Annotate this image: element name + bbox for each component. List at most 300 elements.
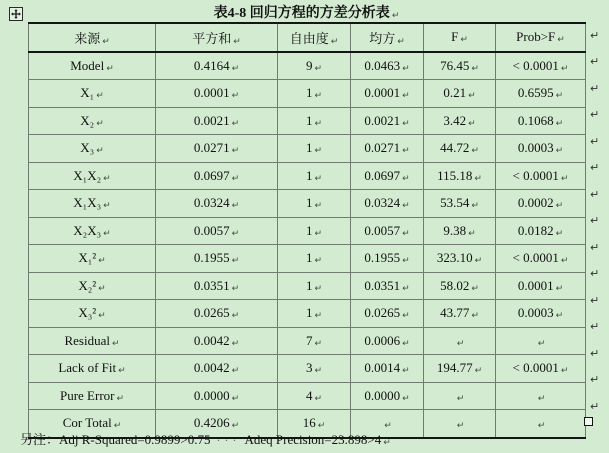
row-end-mark-icon: ↵ (590, 293, 600, 307)
cell-end-mark-icon: ↵ (402, 118, 410, 129)
cell-end-mark-icon: ↵ (96, 146, 104, 157)
cell-value: 0.0271 (364, 140, 401, 156)
cell-end-mark-icon: ↵ (231, 283, 240, 294)
cell-value: X₁X₂ (73, 167, 102, 183)
cell-df[interactable] (278, 52, 351, 80)
cell-end-mark-icon: ↵ (402, 366, 410, 377)
row-end-mark-icon: ↵ (590, 28, 600, 42)
cell-f-value[interactable] (424, 135, 496, 163)
cell-f-value[interactable] (424, 300, 496, 328)
cell-source[interactable] (29, 107, 156, 135)
cell-f-value[interactable] (424, 162, 496, 190)
cell-sum-of-squares[interactable] (156, 355, 278, 383)
row-end-mark-icon: ↵ (590, 346, 600, 360)
cell-value: 323.10 (436, 250, 473, 266)
cell-value: 0.0697 (193, 167, 230, 183)
cell-end-mark-icon: ↵ (471, 63, 479, 74)
cell-end-mark-icon: ↵ (231, 366, 240, 377)
cell-end-mark-icon: ↵ (460, 35, 468, 46)
cell-end-mark-icon: ↵ (231, 146, 240, 157)
cell-sum-of-squares[interactable] (156, 327, 278, 355)
cell-end-mark-icon: ↵ (233, 36, 241, 47)
row-end-mark-icon: ↵ (590, 108, 600, 122)
footnote-text-1: 另注：Adj R-Squared=0.9899>0.75 (20, 432, 211, 447)
header-mean-square[interactable] (351, 23, 424, 52)
table-row (29, 327, 586, 355)
header-label: 自由度 (289, 30, 329, 46)
row-end-mark-icon: ↵ (590, 134, 600, 148)
cell-value: 115.18 (437, 167, 473, 183)
cell-source[interactable] (29, 162, 156, 190)
cell-end-mark-icon: ↵ (113, 421, 122, 432)
cell-end-mark-icon: ↵ (231, 91, 240, 102)
cell-mean-square[interactable] (351, 107, 424, 135)
cell-f-value[interactable] (424, 80, 496, 108)
cell-source[interactable] (29, 80, 156, 108)
row-end-mark-icon: ↵ (590, 55, 600, 69)
cell-end-mark-icon: ↵ (231, 228, 240, 239)
cell-source[interactable] (29, 300, 156, 328)
cell-mean-square[interactable] (351, 52, 424, 80)
cell-end-mark-icon: ↵ (555, 91, 564, 102)
cell-source[interactable] (29, 272, 156, 300)
cell-value: 0.0324 (193, 195, 230, 211)
cell-value: 1 (305, 112, 313, 128)
cell-end-mark-icon: ↵ (231, 421, 240, 432)
cell-value: 43.77 (440, 305, 470, 321)
row-end-mark-icon: ↵ (590, 81, 600, 95)
cell-value: 0.0042 (193, 360, 230, 376)
cell-value: 44.72 (440, 140, 470, 156)
table-row (29, 382, 586, 410)
cell-value: X₂ (80, 112, 95, 128)
cell-end-mark-icon: ↵ (402, 256, 410, 267)
cell-end-mark-icon: ↵ (314, 91, 323, 102)
cell-end-mark-icon: ↵ (402, 201, 410, 212)
cell-value: X₃² (78, 305, 97, 321)
anova-table (28, 22, 586, 439)
cell-df[interactable] (278, 382, 351, 410)
cell-end-mark-icon: ↵ (402, 63, 410, 74)
cell-value: 0.0697 (364, 167, 401, 183)
cell-end-mark-icon: ↵ (314, 338, 323, 349)
cell-sum-of-squares[interactable] (156, 190, 278, 218)
cell-sum-of-squares[interactable] (156, 80, 278, 108)
header-label: Prob>F (516, 29, 556, 45)
cell-end-mark-icon: ↵ (560, 366, 569, 377)
cell-value: 76.45 (440, 57, 470, 73)
header-label: 均方 (369, 30, 396, 46)
cell-f-value[interactable] (424, 217, 496, 245)
cell-mean-square[interactable] (351, 245, 424, 273)
cell-f-value[interactable] (424, 272, 496, 300)
cell-value: 3.42 (443, 112, 467, 128)
cell-end-mark-icon: ↵ (317, 421, 326, 432)
cell-source[interactable] (29, 190, 156, 218)
cell-prob-f[interactable] (496, 217, 586, 245)
cell-df[interactable] (278, 272, 351, 300)
cell-mean-square[interactable] (351, 272, 424, 300)
cell-value: 53.54 (440, 195, 470, 211)
row-end-mark-icon: ↵ (590, 240, 600, 254)
cell-sum-of-squares[interactable] (156, 162, 278, 190)
table-row (29, 217, 586, 245)
cell-source[interactable] (29, 52, 156, 80)
cell-end-mark-icon: ↵ (474, 256, 483, 267)
cell-value: Pure Error (59, 387, 115, 403)
cell-prob-f[interactable] (496, 135, 586, 163)
cell-df[interactable] (278, 327, 351, 355)
cell-f-value[interactable] (424, 355, 496, 383)
cell-mean-square[interactable] (351, 162, 424, 190)
cell-f-value[interactable] (424, 382, 496, 410)
table-row (29, 272, 586, 300)
table-row (29, 52, 586, 80)
cell-value: 0.0001 (193, 85, 230, 101)
row-end-mark-icon: ↵ (590, 320, 600, 334)
cell-end-mark-icon: ↵ (537, 393, 546, 404)
cell-prob-f[interactable] (496, 190, 586, 218)
cell-value: 0.0351 (364, 277, 401, 293)
cell-end-mark-icon: ↵ (474, 366, 483, 377)
table-caption[interactable] (28, 2, 585, 22)
cell-sum-of-squares[interactable] (156, 300, 278, 328)
row-end-mark-icon: ↵ (590, 267, 600, 281)
cell-prob-f[interactable] (496, 300, 586, 328)
cell-end-mark-icon: ↵ (231, 338, 240, 349)
cell-end-mark-icon: ↵ (471, 201, 479, 212)
table-row (29, 190, 586, 218)
cell-df[interactable] (278, 355, 351, 383)
cell-end-mark-icon: ↵ (96, 91, 104, 102)
cell-f-value[interactable] (424, 190, 496, 218)
cell-value: 0.1068 (517, 112, 554, 128)
cell-value: X₁X₃ (73, 195, 102, 211)
cell-source[interactable] (29, 355, 156, 383)
table-body (29, 52, 586, 438)
cell-end-mark-icon: ↵ (402, 338, 410, 349)
cell-sum-of-squares[interactable] (156, 107, 278, 135)
cell-value: Residual (64, 332, 110, 348)
cell-value: < 0.0001 (512, 57, 559, 73)
cell-mean-square[interactable] (351, 80, 424, 108)
table-row (29, 355, 586, 383)
cell-value: 0.0002 (517, 195, 554, 211)
cell-value: Model (70, 57, 105, 73)
cell-end-mark-icon: ↵ (557, 35, 565, 46)
cell-value: 0.4164 (193, 57, 230, 73)
cell-end-mark-icon: ↵ (560, 256, 569, 267)
cell-end-mark-icon: ↵ (314, 173, 323, 184)
cell-end-mark-icon: ↵ (314, 146, 323, 157)
cell-df[interactable] (278, 300, 351, 328)
cell-end-mark-icon: ↵ (471, 311, 479, 322)
header-row (29, 23, 586, 52)
cell-value: 0.0001 (364, 85, 401, 101)
cell-value: 4 (305, 387, 313, 403)
cell-value: X₁² (78, 250, 97, 266)
cell-end-mark-icon: ↵ (402, 173, 410, 184)
cell-end-mark-icon: ↵ (471, 146, 479, 157)
cell-value: 0.6595 (517, 85, 554, 101)
cell-end-mark-icon: ↵ (231, 201, 240, 212)
cell-end-mark-icon: ↵ (106, 63, 114, 74)
cell-end-mark-icon: ↵ (402, 393, 410, 404)
caption-text: 表4-8 回归方程的方差分析表 (213, 6, 390, 21)
cell-end-mark-icon: ↵ (555, 146, 564, 157)
cell-end-mark-icon: ↵ (231, 393, 240, 404)
cell-sum-of-squares[interactable] (156, 135, 278, 163)
cell-end-mark-icon: ↵ (103, 173, 111, 184)
cell-end-mark-icon: ↵ (402, 283, 410, 294)
cell-value: 1 (305, 277, 313, 293)
cell-end-mark-icon: ↵ (555, 228, 564, 239)
cell-end-mark-icon: ↵ (314, 201, 323, 212)
cell-end-mark-icon: ↵ (474, 173, 482, 184)
cell-value: 1 (305, 85, 313, 101)
cell-end-mark-icon: ↵ (314, 63, 323, 74)
cell-value: 9.38 (443, 222, 467, 238)
cell-end-mark-icon: ↵ (103, 228, 111, 239)
cell-value: 16 (302, 415, 316, 431)
cell-value: X₁ (80, 85, 95, 101)
row-end-mark-icon: ↵ (590, 373, 600, 387)
header-label: 平方和 (192, 30, 232, 46)
cell-f-value[interactable] (424, 245, 496, 273)
cell-value: 0.0265 (193, 305, 230, 321)
cell-prob-f[interactable] (496, 162, 586, 190)
cell-end-mark-icon: ↵ (314, 256, 323, 267)
cell-end-mark-icon: ↵ (102, 36, 110, 47)
header-label: F (451, 29, 459, 45)
cell-end-mark-icon: ↵ (314, 283, 323, 294)
cell-value: 0.0000 (364, 387, 401, 403)
cell-value: 0.0042 (193, 332, 230, 348)
cell-value: Cor Total (62, 415, 112, 431)
footnote[interactable] (20, 429, 391, 448)
cell-f-value[interactable] (424, 327, 496, 355)
cell-f-value[interactable] (424, 107, 496, 135)
cell-df[interactable] (278, 217, 351, 245)
cell-end-mark-icon: ↵ (555, 118, 564, 129)
cell-mean-square[interactable] (351, 190, 424, 218)
cell-value: 3 (305, 360, 313, 376)
cell-prob-f[interactable] (496, 107, 586, 135)
cell-source[interactable] (29, 217, 156, 245)
cell-df[interactable] (278, 190, 351, 218)
cell-end-mark-icon: ↵ (537, 338, 546, 349)
header-label: 来源 (74, 30, 101, 46)
cell-df[interactable] (278, 135, 351, 163)
cell-value: 0.0182 (517, 222, 554, 238)
cell-value: 0.21 (443, 85, 467, 101)
cell-end-mark-icon: ↵ (402, 91, 410, 102)
cell-value: 0.0324 (364, 195, 401, 211)
cell-end-mark-icon: ↵ (537, 421, 546, 432)
cell-source[interactable] (29, 327, 156, 355)
cell-value: 0.0057 (193, 222, 230, 238)
cell-prob-f[interactable] (496, 245, 586, 273)
cell-end-mark-icon: ↵ (231, 173, 240, 184)
cell-end-mark-icon: ↵ (471, 283, 479, 294)
cell-value: 0.0000 (193, 387, 230, 403)
cell-end-mark-icon: ↵ (384, 421, 392, 432)
cell-mean-square[interactable] (351, 300, 424, 328)
cell-f-value[interactable] (424, 410, 496, 438)
cell-end-mark-icon: ↵ (98, 283, 106, 294)
table-row (29, 107, 586, 135)
cell-sum-of-squares[interactable] (156, 272, 278, 300)
cell-end-mark-icon: ↵ (103, 201, 111, 212)
cell-end-mark-icon: ↵ (468, 118, 476, 129)
cell-end-mark-icon: ↵ (456, 338, 465, 349)
cell-mean-square[interactable] (351, 217, 424, 245)
cell-prob-f[interactable] (496, 52, 586, 80)
cell-value: Lack of Fit (58, 360, 117, 376)
cell-sum-of-squares[interactable] (156, 52, 278, 80)
cell-mean-square[interactable] (351, 355, 424, 383)
cell-value: 0.0265 (364, 305, 401, 321)
cell-end-mark-icon: ↵ (402, 146, 410, 157)
cell-value: X₂² (78, 277, 97, 293)
cell-mean-square[interactable] (351, 382, 424, 410)
header-prob-f[interactable] (496, 23, 586, 52)
header-f-value[interactable] (424, 23, 496, 52)
cell-value: 0.0057 (364, 222, 401, 238)
cell-f-value[interactable] (424, 52, 496, 80)
cell-end-mark-icon: ↵ (314, 311, 323, 322)
cell-end-mark-icon: ↵ (116, 393, 125, 404)
footnote-text-2: Adeq Precision=23.898>4 (244, 432, 382, 447)
cell-end-mark-icon: ↵ (468, 228, 476, 239)
cell-end-mark-icon: ↵ (98, 256, 106, 267)
cell-df[interactable] (278, 107, 351, 135)
cell-value: 1 (305, 140, 313, 156)
cell-end-mark-icon: ↵ (468, 91, 476, 102)
cell-prob-f[interactable] (496, 410, 586, 438)
header-sum-of-squares[interactable] (156, 23, 278, 52)
row-end-mark-icon: ↵ (590, 187, 600, 201)
cell-prob-f[interactable] (496, 80, 586, 108)
table-header (29, 23, 586, 52)
cell-end-mark-icon: ↵ (231, 256, 240, 267)
cell-value: X₃ (80, 140, 95, 156)
cell-end-mark-icon: ↵ (98, 311, 106, 322)
cell-df[interactable] (278, 245, 351, 273)
cell-source[interactable] (29, 135, 156, 163)
cell-source[interactable] (29, 245, 156, 273)
cell-df[interactable] (278, 162, 351, 190)
cell-value: < 0.0001 (512, 360, 559, 376)
cell-value: 0.1955 (364, 250, 401, 266)
cell-value: 1 (305, 167, 313, 183)
cell-value: X₂X₃ (73, 222, 102, 238)
cell-value: 0.0351 (193, 277, 230, 293)
cell-source[interactable] (29, 382, 156, 410)
table-move-handle[interactable] (9, 7, 23, 21)
paragraph-mark-icon: ↵ (391, 11, 400, 21)
cell-value: 194.77 (436, 360, 473, 376)
cell-end-mark-icon: ↵ (118, 366, 126, 377)
cell-value: 1 (305, 195, 313, 211)
cell-end-mark-icon: ↵ (111, 338, 120, 349)
cell-end-mark-icon: ↵ (555, 201, 564, 212)
row-end-mark-icon: ↵ (590, 161, 600, 175)
cell-sum-of-squares[interactable] (156, 217, 278, 245)
cell-end-mark-icon: ↵ (314, 366, 323, 377)
cell-end-mark-icon: ↵ (456, 421, 465, 432)
cell-end-mark-icon: ↵ (314, 393, 323, 404)
cell-value: 9 (305, 57, 313, 73)
cell-sum-of-squares[interactable] (156, 245, 278, 273)
cell-prob-f[interactable] (496, 327, 586, 355)
cell-value: 1 (305, 222, 313, 238)
cell-mean-square[interactable] (351, 135, 424, 163)
header-source[interactable] (29, 23, 156, 52)
cell-end-mark-icon: ↵ (330, 36, 339, 47)
cell-value: 1 (305, 305, 313, 321)
table-row (29, 300, 586, 328)
cell-value: 0.0003 (517, 140, 554, 156)
cell-end-mark-icon: ↵ (314, 118, 323, 129)
paragraph-mark-icon: ↵ (383, 438, 391, 448)
space-marks-icon: ··· (216, 433, 241, 447)
cell-end-mark-icon: ↵ (314, 228, 323, 239)
cell-value: 58.02 (440, 277, 470, 293)
cell-value: 0.0021 (364, 112, 401, 128)
table-row (29, 162, 586, 190)
table-row (29, 80, 586, 108)
move-arrows-icon (11, 9, 21, 19)
cell-value: 0.0001 (517, 277, 554, 293)
cell-end-mark-icon: ↵ (560, 63, 569, 74)
cell-value: 7 (305, 332, 313, 348)
cell-prob-f[interactable] (496, 355, 586, 383)
cell-end-mark-icon: ↵ (555, 283, 564, 294)
cell-value: 0.0463 (364, 57, 401, 73)
cell-end-mark-icon: ↵ (560, 173, 569, 184)
row-end-mark-icon: ↵ (590, 214, 600, 228)
cell-end-mark-icon: ↵ (231, 311, 240, 322)
cell-sum-of-squares[interactable] (156, 382, 278, 410)
cell-end-mark-icon: ↵ (231, 118, 240, 129)
cell-value: < 0.0001 (512, 250, 559, 266)
cell-end-mark-icon: ↵ (231, 63, 240, 74)
cell-value: 0.0003 (517, 305, 554, 321)
row-end-mark-icon: ↵ (590, 399, 600, 413)
table-row (29, 135, 586, 163)
table-resize-handle[interactable] (584, 417, 593, 426)
cell-end-mark-icon: ↵ (555, 311, 564, 322)
cell-value: 0.4206 (193, 415, 230, 431)
cell-value: 0.1955 (193, 250, 230, 266)
cell-value: 0.0006 (364, 332, 401, 348)
cell-end-mark-icon: ↵ (456, 393, 465, 404)
cell-end-mark-icon: ↵ (397, 36, 405, 47)
row-end-marks (590, 22, 599, 420)
header-df[interactable] (278, 23, 351, 52)
cell-value: 0.0014 (364, 360, 401, 376)
cell-df[interactable] (278, 80, 351, 108)
cell-prob-f[interactable] (496, 382, 586, 410)
cell-mean-square[interactable] (351, 327, 424, 355)
cell-value: 1 (305, 250, 313, 266)
cell-value: < 0.0001 (512, 167, 559, 183)
cell-end-mark-icon: ↵ (402, 228, 410, 239)
cell-end-mark-icon: ↵ (96, 118, 104, 129)
cell-prob-f[interactable] (496, 272, 586, 300)
cell-end-mark-icon: ↵ (402, 311, 410, 322)
